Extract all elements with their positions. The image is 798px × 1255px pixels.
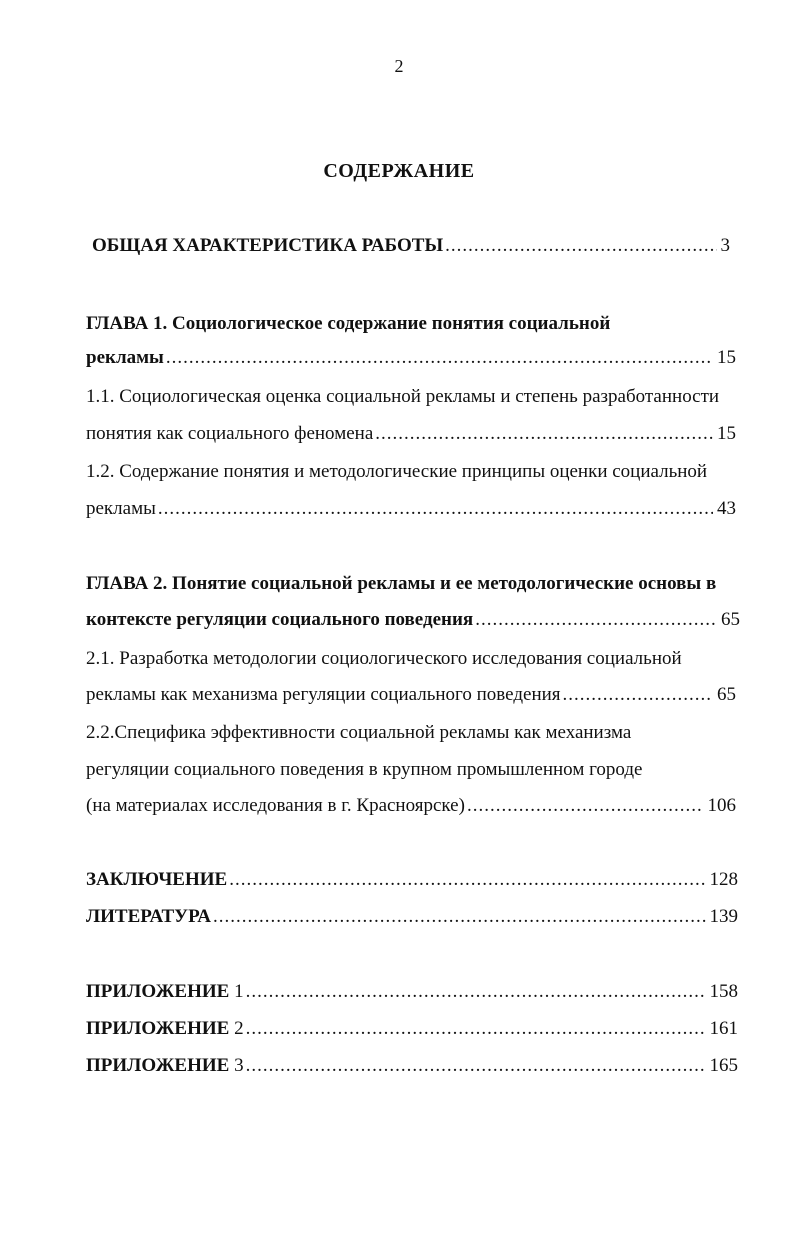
toc-page-number: 139 [709, 906, 738, 927]
toc-label [86, 1017, 244, 1041]
toc-entry-literature [86, 905, 738, 929]
appendix-label: ПРИЛОЖЕНИЕ [86, 981, 230, 1002]
toc-entry-appendix-3 [86, 1054, 738, 1078]
toc-page-number: 158 [709, 981, 738, 1002]
toc-label: контексте регуляции социального поведения [86, 609, 474, 630]
toc-entry-section-1-2 [86, 497, 736, 521]
appendix-number: 2 [234, 1018, 244, 1039]
toc-leader-dots [229, 868, 705, 892]
toc-label: рекламы [86, 347, 164, 368]
toc-label [86, 980, 244, 1004]
toc-page-number: 165 [709, 1055, 738, 1076]
toc-entry-appendix-2 [86, 1017, 738, 1041]
section-2-2-title: 2.2.Специфика эффективности социальной рекламы как механизма [86, 722, 632, 743]
toc-leader-dots [246, 1017, 706, 1041]
toc-page-number: 106 [707, 795, 736, 816]
toc-entry-chapter2 [86, 608, 740, 632]
toc-label: ОБЩАЯ ХАРАКТЕРИСТИКА РАБОТЫ [92, 235, 444, 256]
toc-page-number: 15 [717, 423, 736, 444]
toc-page-number: 65 [721, 609, 740, 630]
toc-label [86, 1054, 244, 1078]
toc-page-number: 65 [717, 684, 736, 705]
appendix-number: 3 [234, 1055, 244, 1076]
toc-leader-dots [563, 683, 713, 707]
toc-label: (на материалах исследования в г. Красноярске) [86, 795, 465, 816]
toc-entry-chapter1 [86, 346, 736, 370]
toc-leader-dots [158, 497, 713, 521]
appendix-number: 1 [234, 981, 244, 1002]
page-title: СОДЕРЖАНИЕ [323, 160, 475, 182]
toc-leader-dots [445, 234, 716, 258]
section-1-1-title: 1.1. Социологическая оценка социальной рекламы и степень разработанности [86, 386, 720, 407]
toc-entry-appendix-1 [86, 980, 738, 1004]
chapter2-heading: ГЛАВА 2. Понятие социальной рекламы и ее методологические основы в [86, 573, 717, 594]
toc-leader-dots [166, 346, 713, 370]
section-2-1-title: 2.1. Разработка методологии социологического исследования социальной [86, 648, 682, 669]
toc-label: понятия как социального феномена [86, 423, 374, 444]
toc-entry-conclusion [86, 868, 738, 892]
appendix-label: ПРИЛОЖЕНИЕ [86, 1018, 230, 1039]
section-2-2-title-cont: регуляции социального поведения в крупном промышленном городе [86, 759, 643, 780]
toc-label: ЛИТЕРАТУРА [86, 906, 212, 927]
toc-page-number: 161 [709, 1018, 738, 1039]
toc-label: рекламы [86, 498, 156, 519]
section-1-2-title: 1.2. Содержание понятия и методологические принципы оценки социальной [86, 461, 708, 482]
toc-entry-section-2-1 [86, 683, 736, 707]
toc-leader-dots [475, 608, 717, 632]
toc-leader-dots [467, 794, 704, 818]
toc-label: ЗАКЛЮЧЕНИЕ [86, 869, 228, 890]
appendix-label: ПРИЛОЖЕНИЕ [86, 1055, 230, 1076]
page-number: 2 [394, 56, 404, 76]
toc-leader-dots [246, 980, 706, 1004]
toc-leader-dots [246, 1054, 706, 1078]
toc-leader-dots [375, 422, 713, 446]
chapter1-heading: ГЛАВА 1. Социологическое содержание понятия социальной [86, 313, 611, 334]
toc-page-number: 3 [720, 235, 730, 256]
toc-entry-section-1-1 [86, 422, 736, 446]
toc-entry-general [92, 234, 730, 258]
toc-label: рекламы как механизма регуляции социального поведения [86, 684, 561, 705]
toc-entry-section-2-2 [86, 794, 736, 818]
toc-page-number: 43 [717, 498, 736, 519]
toc-page-number: 128 [709, 869, 738, 890]
toc-page-number: 15 [717, 347, 736, 368]
toc-leader-dots [213, 905, 705, 929]
